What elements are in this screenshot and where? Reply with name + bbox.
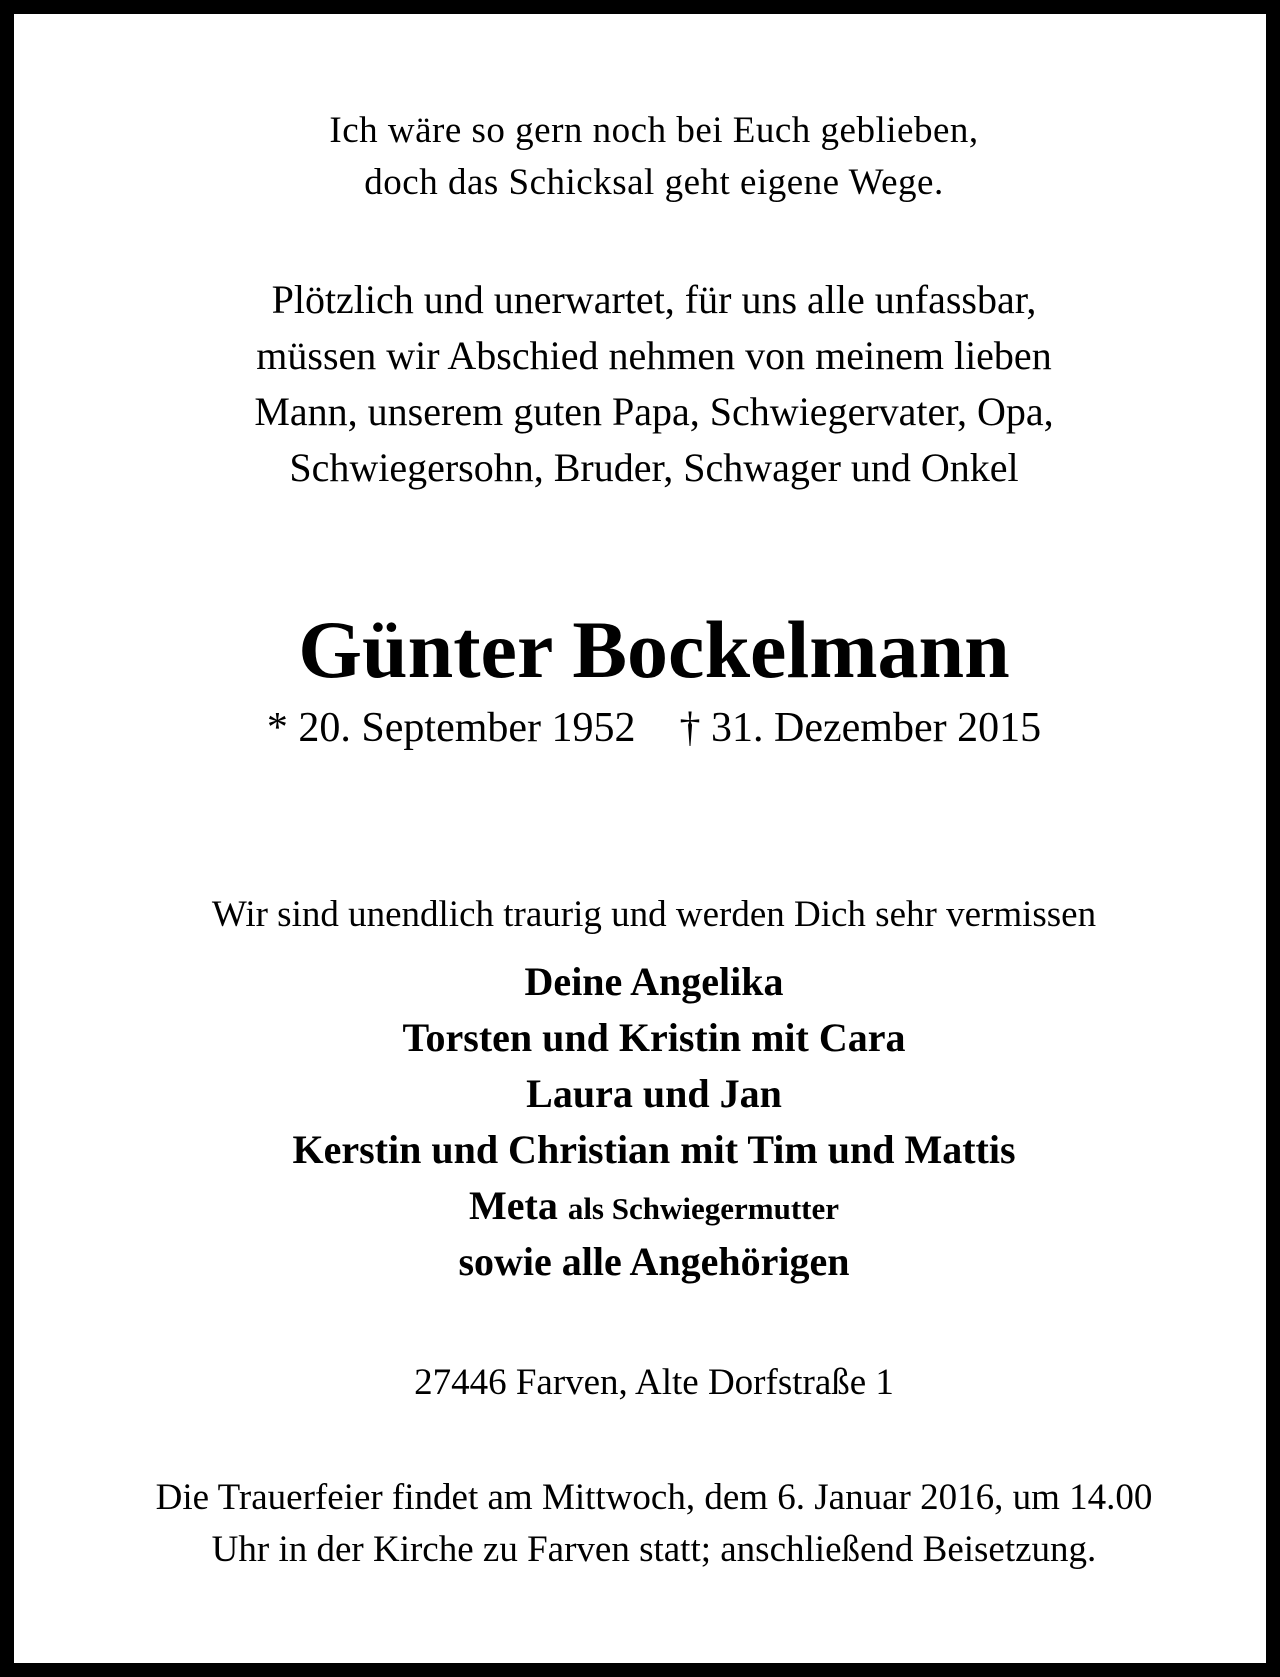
family-line-4: Kerstin und Christian mit Tim und Mattis [292,1127,1016,1172]
death-date: † 31. Dezember 2015 [679,705,1042,751]
family-line-6: sowie alle Angehörigen [458,1239,850,1284]
deceased-name: Günter Bockelmann [298,604,1010,695]
family-line-2: Torsten und Kristin mit Cara [402,1015,906,1060]
life-dates [14,700,1280,756]
intro-line-2: müssen wir Abschied nehmen von meinem lieben [256,333,1052,378]
family-line-3: Laura und Jan [526,1071,782,1116]
service-line-1: Die Trauerfeier findet am Mittwoch, dem 6. Januar 2016, um 14.00 [155,1477,1153,1518]
meta-role: als Schwiegermutter [567,1191,839,1226]
meta-name: Meta [468,1183,558,1228]
birth-date: * 20. September 1952 [266,705,636,751]
mourning-text: Wir sind unendlich traurig und werden Dich sehr vermissen [211,894,1097,935]
family-line-5 [14,1178,1280,1237]
family-line-1: Deine Angelika [524,959,784,1004]
intro-line-3: Mann, unserem guten Papa, Schwiegervater, Opa, [254,389,1054,434]
motto-line-2: doch das Schicksal geht eigene Wege. [364,162,944,203]
intro-line-1: Plötzlich und unerwartet, für uns alle unfassbar, [271,277,1037,322]
intro-line-4: Schwiegersohn, Bruder, Schwager und Onkel [289,445,1019,490]
motto-line-1: Ich wäre so gern noch bei Euch geblieben, [329,110,979,151]
service-line-2: Uhr in der Kirche zu Farven statt; anschließend Beisetzung. [211,1529,1097,1570]
address: 27446 Farven, Alte Dorfstraße 1 [414,1362,894,1403]
